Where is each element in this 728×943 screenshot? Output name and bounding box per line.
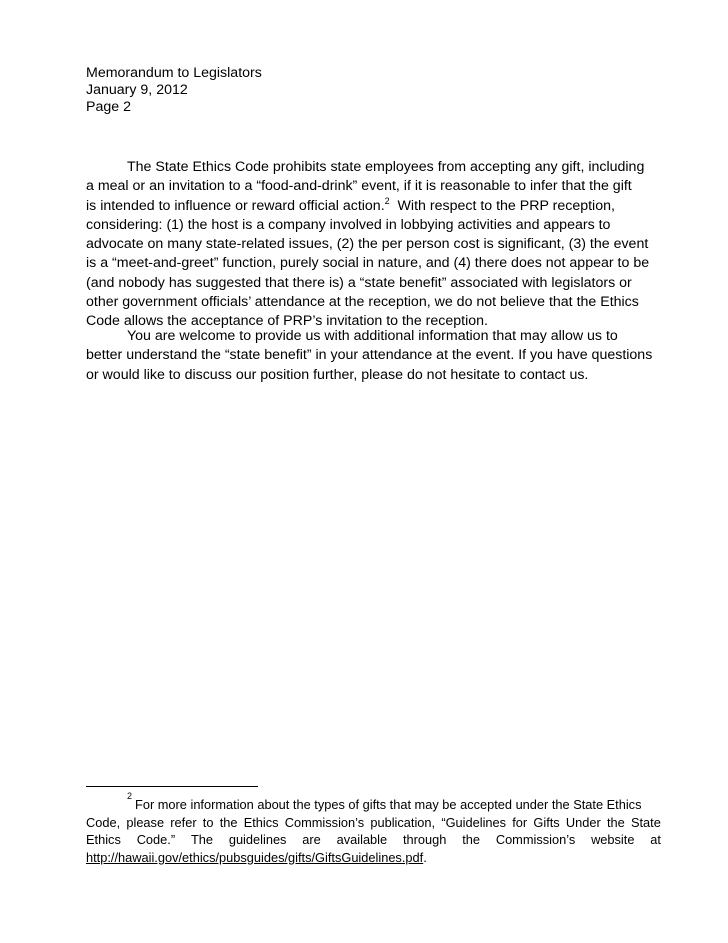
footnote-word: refer	[170, 814, 197, 830]
page-number: Page 2	[86, 99, 131, 115]
memo-date: January 9, 2012	[86, 82, 188, 98]
paragraph-line: better understand the “state benefit” in your attendance at the event. If you have questions	[86, 347, 653, 364]
paragraph-line: considering: (1) the host is a company involved in lobbying activities and appears to	[86, 216, 611, 233]
memo-header	[86, 65, 262, 116]
footnote-word: guidelines	[228, 832, 287, 848]
footnote-word: available	[336, 832, 388, 848]
paragraph-line: Code allows the acceptance of PRP’s invitation to the reception.	[86, 313, 488, 330]
paragraph-line: is a “meet-and-greet” function, purely social in nature, and (4) there does not appear to be	[86, 255, 650, 272]
footnote-word: for	[512, 814, 528, 830]
paragraph-line: With respect to the PRP reception,	[389, 197, 615, 214]
footnote-word: to	[202, 814, 214, 830]
footnote-word: “Guidelines	[441, 814, 507, 830]
footnote-word: Gifts	[533, 814, 560, 830]
memo-recipient: Memorandum to Legislators	[86, 65, 262, 81]
paragraph-ethics-code	[86, 158, 661, 332]
footnote-word: at	[650, 832, 661, 848]
footnote-word: the	[219, 814, 238, 830]
footnote-word: the	[606, 814, 625, 830]
paragraph-line: is intended to influence or reward official action.	[86, 197, 385, 214]
paragraph-additional-info	[86, 327, 661, 385]
footnote-word: are	[302, 832, 321, 848]
footnote-word: Code.”	[136, 832, 176, 848]
footnote	[86, 791, 661, 866]
footnote-marker: 2	[127, 791, 133, 801]
footnote-reference: 2	[384, 195, 390, 206]
paragraph-line: a meal or an invitation to a “food-and-drink” event, if it is reasonable to infer that the gift	[86, 178, 632, 195]
guidelines-link[interactable]: http://hawaii.gov/ethics/pubsguides/gifts/GiftsGuidelines.pdf	[86, 849, 424, 865]
footnote-word: Under	[565, 814, 601, 830]
footnote-word: please	[126, 814, 165, 830]
footnote-word: Code,	[86, 814, 121, 830]
paragraph-line: other government officials’ attendance at the reception, we do not believe that the Ethics	[86, 294, 639, 311]
footnote-line	[86, 831, 661, 849]
footnote-line	[86, 814, 661, 832]
footnote-word: State	[630, 814, 661, 830]
footnote-word: Ethics	[86, 832, 121, 848]
footnote-line: For more information about the types of gifts that may be accepted under the State Ethics	[135, 797, 642, 812]
footnote-word: Commission’s	[284, 814, 365, 830]
footnote-period: .	[423, 849, 427, 865]
paragraph-line: or would like to discuss our position further, please do not hesitate to contact us.	[86, 366, 589, 383]
footnote-word: Ethics	[243, 814, 279, 830]
paragraph-line: The State Ethics Code prohibits state employees from accepting any gift, including	[127, 159, 645, 175]
footnote-word: website	[591, 832, 635, 848]
footnote-separator	[86, 786, 258, 787]
footnote-word: through	[402, 832, 447, 848]
footnote-word: the	[462, 832, 480, 848]
paragraph-line: You are welcome to provide us with additional information that may allow us to	[127, 328, 618, 344]
paragraph-line: advocate on many state-related issues, (2) the per person cost is significant, (3) the event	[86, 236, 649, 253]
footnote-word: Commission’s	[495, 832, 576, 848]
footnote-word: The	[190, 832, 213, 848]
paragraph-line: (and nobody has suggested that there is) a “state benefit” associated with legislators or	[86, 274, 632, 291]
footnote-word: publication,	[370, 814, 436, 830]
